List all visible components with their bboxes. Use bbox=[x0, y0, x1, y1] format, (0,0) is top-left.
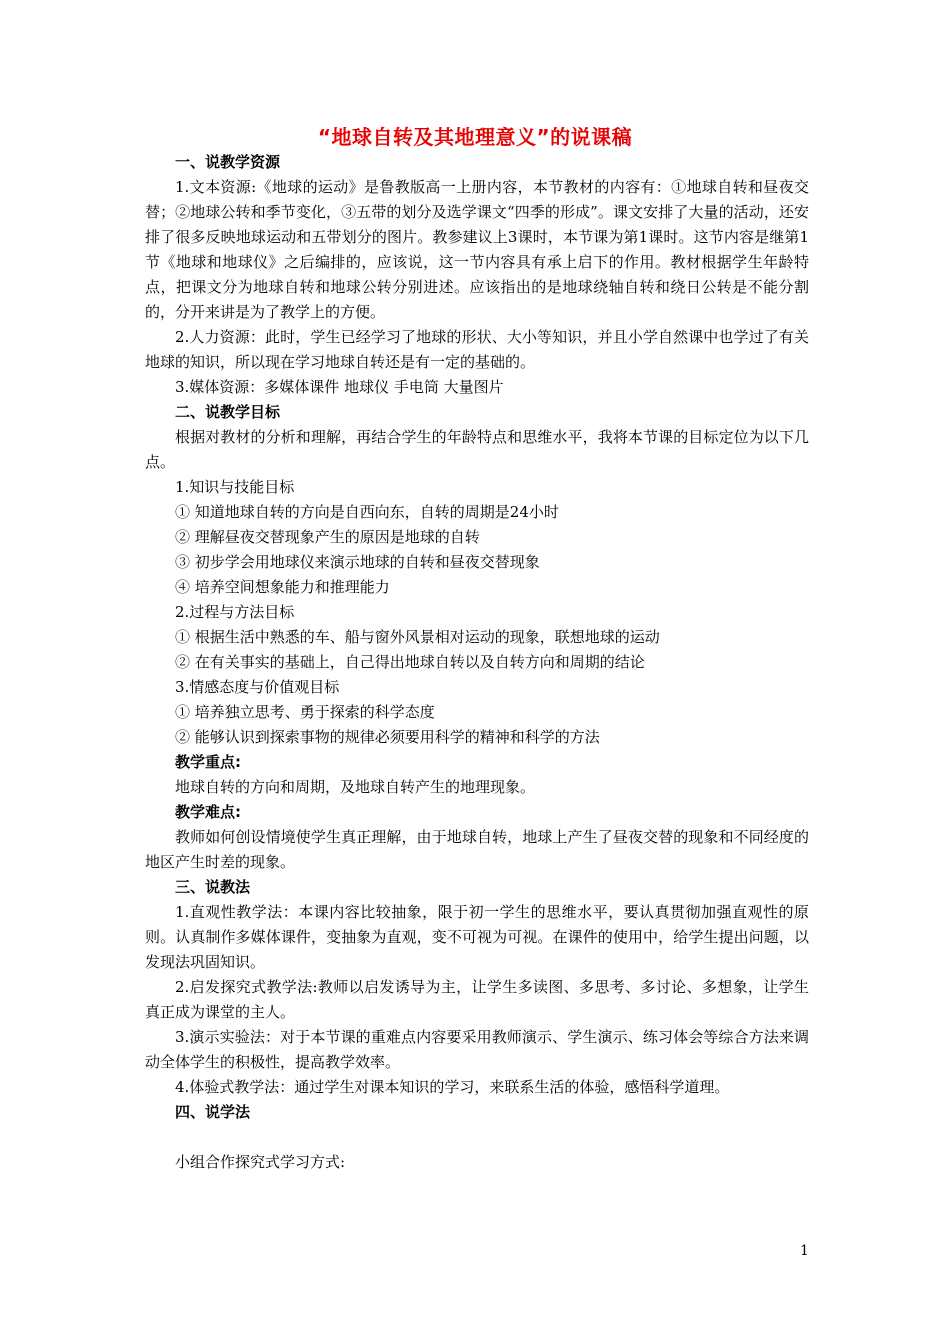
goal-group-attitude: 3.情感态度与价值观目标 bbox=[175, 678, 340, 696]
goal-item: ① 根据生活中熟悉的车、船与窗外风景相对运动的现象，联想地球的运动 bbox=[175, 628, 660, 646]
method-paragraph: 2.启发探究式教学法:教师以启发诱导为主，让学生多读图、多思考、多讨论、多想象，让学生真正成为课堂的主人。 bbox=[145, 978, 809, 1021]
paragraph-text-resources: 1.文本资源:《地球的运动》是鲁教版高一上册内容，本节教材的内容有：①地球自转和昼夜交替；②地球公转和季节变化，③五带的划分及选学课文“四季的形成”。课文安排了大量的活动，还安排了很多反映地球运动和五带划分的图片。教参建议上3课时，本节课为第1课时。这节内容是继第1节《地球和地球仪》之后编排的，应该说，这一节内容具有承上启下的作用。教材根据学生年龄特点，把课文分为地球自转和地球公转分别进述。应该指出的是地球绕轴自转和绕日公转是不能分割的，分开来讲是为了教学上的方便。 bbox=[145, 178, 809, 321]
goal-item: ④ 培养空间想象能力和推理能力 bbox=[175, 578, 390, 596]
section-heading-learning: 四、说学法 bbox=[175, 1103, 251, 1121]
goal-group-knowledge: 1.知识与技能目标 bbox=[175, 478, 295, 496]
paragraph-human-resources: 2.人力资源：此时，学生已经学习了地球的形状、大小等知识，并且小学自然课中也学过了有关地球的知识，所以现在学习地球自转还是有一定的基础的。 bbox=[145, 328, 809, 371]
spacer bbox=[145, 1125, 809, 1150]
section-heading-methods: 三、说教法 bbox=[175, 878, 251, 896]
goal-item: ① 知道地球自转的方向是自西向东，自转的周期是24小时 bbox=[175, 503, 559, 521]
goal-group-process: 2.过程与方法目标 bbox=[175, 603, 295, 621]
difficulty-text: 教师如何创设情境使学生真正理解，由于地球自转，地球上产生了昼夜交替的现象和不同经度的地区产生时差的现象。 bbox=[145, 828, 809, 871]
page-number: 1 bbox=[800, 1243, 809, 1259]
document-body bbox=[145, 150, 809, 1175]
method-paragraph: 1.直观性教学法：本课内容比较抽象，限于初一学生的思维水平，要认真贯彻加强直观性的原则。认真制作多媒体课件，变抽象为直观，变不可视为可视。在课件的使用中，给学生提出问题，以发现法巩固知识。 bbox=[145, 903, 809, 971]
difficulty-heading: 教学难点: bbox=[175, 803, 241, 821]
key-point-text: 地球自转的方向和周期，及地球自转产生的地理现象。 bbox=[175, 778, 536, 796]
method-paragraph: 4.体验式教学法：通过学生对课本知识的学习，来联系生活的体验，感悟科学道理。 bbox=[175, 1078, 730, 1096]
goal-item: ① 培养独立思考、勇于探索的科学态度 bbox=[175, 703, 435, 721]
goal-item: ② 在有关事实的基础上，自己得出地球自转以及自转方向和周期的结论 bbox=[175, 653, 645, 671]
goal-item: ② 理解昼夜交替现象产生的原因是地球的自转 bbox=[175, 528, 480, 546]
section-heading-resources: 一、说教学资源 bbox=[175, 153, 281, 171]
key-point-heading: 教学重点: bbox=[175, 753, 241, 771]
goal-item: ③ 初步学会用地球仪来演示地球的自转和昼夜交替现象 bbox=[175, 553, 540, 571]
learning-paragraph: 小组合作探究式学习方式: bbox=[175, 1153, 346, 1171]
goal-item: ② 能够认识到探索事物的规律必须要用科学的精神和科学的方法 bbox=[175, 728, 600, 746]
document-title: “地球自转及其地理意义”的说课稿 bbox=[317, 125, 633, 149]
paragraph-goals-intro: 根据对教材的分析和理解，再结合学生的年龄特点和思维水平，我将本节课的目标定位为以下几点。 bbox=[145, 428, 809, 471]
method-paragraph: 3.演示实验法：对于本节课的重难点内容要采用教师演示、学生演示、练习体会等综合方法来调动全体学生的积极性，提高教学效率。 bbox=[145, 1028, 809, 1071]
paragraph-media-resources: 3.媒体资源：多媒体课件 地球仪 手电筒 大量图片 bbox=[175, 378, 504, 396]
section-heading-goals: 二、说教学目标 bbox=[175, 403, 281, 421]
